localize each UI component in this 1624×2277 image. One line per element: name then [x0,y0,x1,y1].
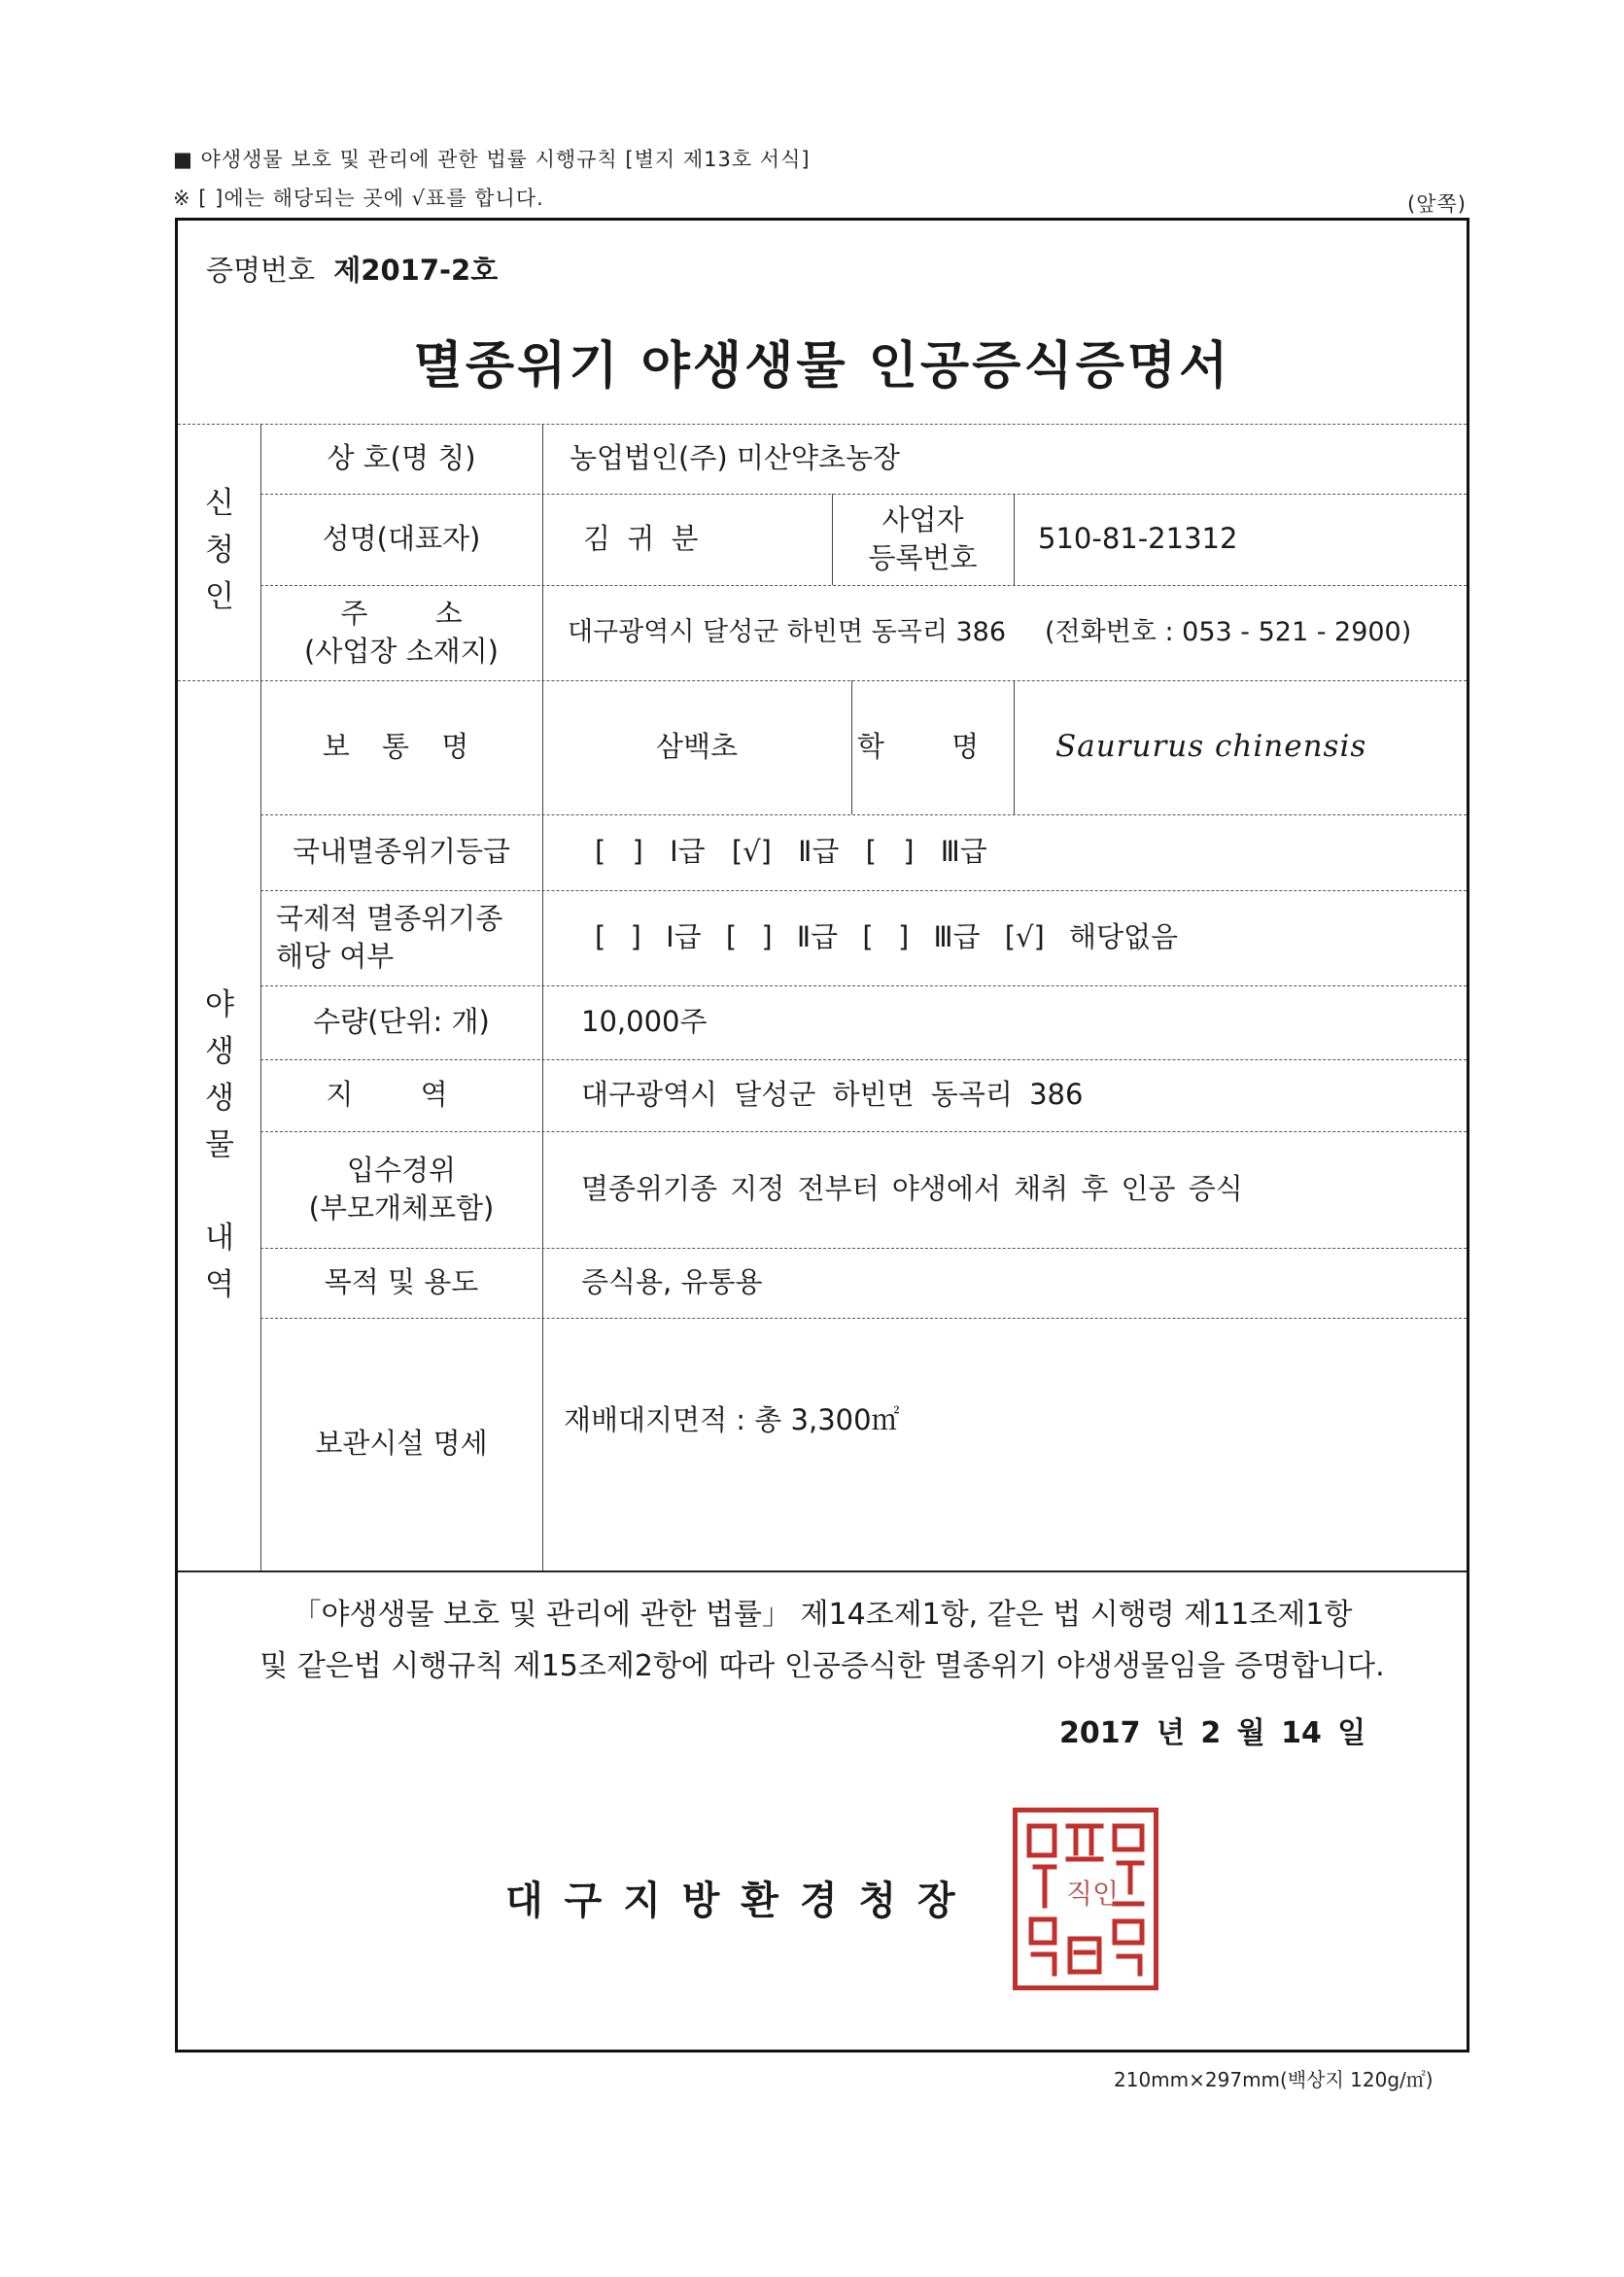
acquisition-label [260,1131,542,1248]
domestic-grade-label: 국내멸종위기등급 [292,835,511,869]
section-char: 청 [205,533,234,569]
address-label [260,585,542,680]
section-char: 내 [205,1221,234,1257]
page-title: 멸종위기 야생생물 인공증식증명서 [413,337,1231,396]
certificate-number-value: 제2017-2호 [333,254,499,287]
common-name-label: 보 통 명 [322,730,481,764]
business-number-label [832,494,1014,585]
seal-text: 직인 [1066,1878,1120,1910]
section-char: 역 [205,1267,234,1303]
label-line: 입수경위 [346,1153,457,1187]
section-char: 생 [205,1034,234,1070]
checkbox-instruction: ※ [ ]에는 해당되는 곳에 √표를 합니다. [173,187,544,210]
international-status-value: [ ] Ⅰ급 [ ] Ⅱ급 [ ] Ⅲ급 [√] 해당없음 [595,920,1179,954]
address-text: 대구광역시 달성군 하빈면 동곡리 386 [568,616,1007,647]
divider [178,1570,1467,1572]
label-line: 국제적 멸종위기종 [276,901,503,935]
acquisition-value: 멸종위기종 지정 전부터 야생에서 채취 후 인공 증식 [581,1172,1243,1206]
region-label: 지 역 [326,1078,477,1112]
label-line: 해당 여부 [276,940,395,973]
paper-spec: 210mm×297mm(백상지 120g/㎡) [1114,2068,1434,2091]
column-divider [1014,494,1015,585]
statement-line: 「야생생물 보호 및 관리에 관한 법률」 제14조제1항, 같은 법 시행령 제11조제1항 [292,1598,1353,1632]
certificate-number-label: 증명번호 [206,254,316,287]
label-line: 주 소 [340,596,492,630]
certification-statement [175,1590,1469,1692]
label-line: (부모개체포함) [308,1191,495,1225]
section-char: 생 [205,1081,234,1117]
column-divider [1014,680,1015,814]
section-char: 물 [205,1127,234,1163]
form-reference: ■ 야생생물 보호 및 관리에 관한 법률 시행규칙 [별지 제13호 서식] [173,148,811,171]
phone-number: (전화번호 : 053 - 521 - 2900) [1045,616,1412,647]
purpose-value: 증식용, 유통용 [581,1265,763,1299]
region-value: 대구광역시 달성군 하빈면 동곡리 386 [581,1078,1084,1112]
certificate-number [206,249,498,289]
section-char: 신 [205,486,234,521]
applicant-section-label [200,480,239,620]
representative-value: 김 귀 분 [583,522,703,556]
scientific-name-value: Saururus chinensis [1055,729,1367,765]
business-number-value: 510-81-21312 [1038,522,1238,556]
representative-label: 성명(대표자) [322,522,481,556]
official-seal [1013,1808,1158,1990]
label-line: 등록번호 [868,541,978,574]
company-name-value: 농업법인(주) 미산약초농장 [570,441,901,475]
section-gap [200,1168,239,1215]
wildlife-section-label [200,982,239,1308]
company-name-label: 상 호(명 칭) [327,441,476,475]
label-line: (사업장 소재지) [304,635,499,668]
section-char: 야 [205,987,234,1022]
facility-value: 재배대지면적 : 총 3,300㎡ [564,1403,900,1437]
domestic-grade-value: [ ] Ⅰ급 [√] Ⅱ급 [ ] Ⅲ급 [595,835,987,869]
issue-date: 2017 년 2 월 14 일 [1059,1716,1366,1750]
scientific-name-label: 학 명 [856,730,1009,764]
statement-line: 및 같은법 시행규칙 제15조제2항에 따라 인공증식한 멸종위기 야생생물임을 증명합니다. [259,1648,1385,1683]
label-line: 사업자 [881,502,964,536]
common-name-value: 삼백초 [655,730,739,764]
facility-label: 보관시설 명세 [315,1427,488,1461]
section-char: 인 [205,579,234,615]
quantity-label: 수량(단위: 개) [313,1005,490,1039]
purpose-label: 목적 및 용도 [324,1265,479,1299]
page-side-label: (앞쪽) [1407,192,1467,216]
column-divider [542,424,543,1570]
address-value [568,585,1462,680]
international-status-label [260,890,542,985]
quantity-value: 10,000주 [581,1005,708,1039]
issuer-name: 대 구 지 방 환 경 청 장 [505,1879,959,1923]
